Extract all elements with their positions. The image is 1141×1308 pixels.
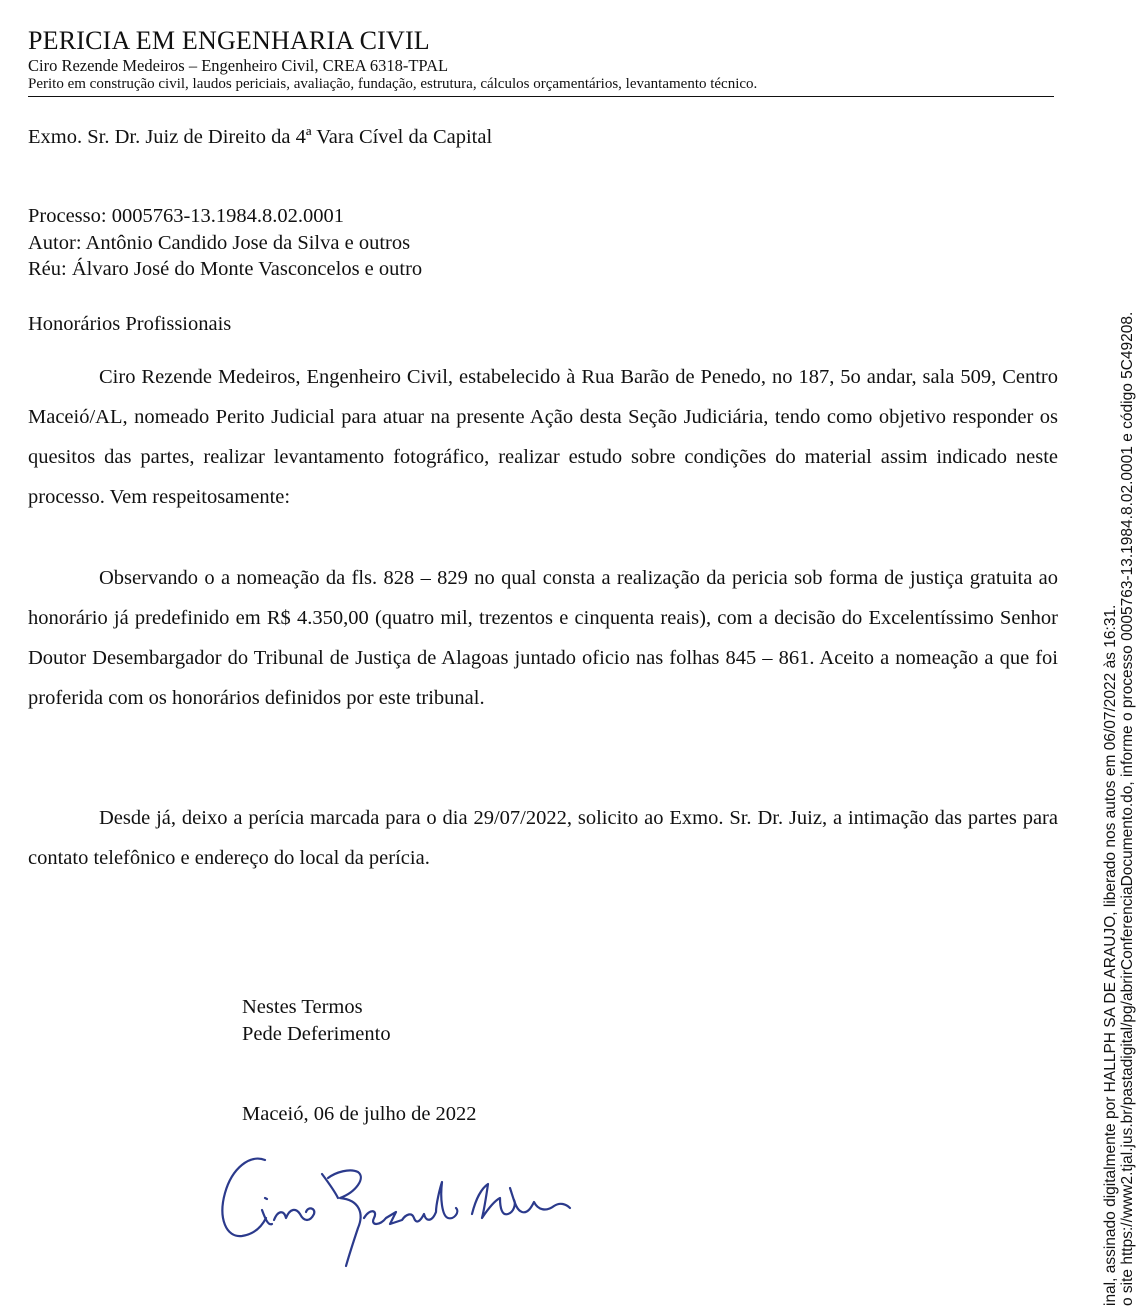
process-number: Processo: 0005763-13.1984.8.02.0001 [28, 205, 345, 227]
digital-signature-note [1102, 176, 1136, 1306]
side-note-line-2: o site https://www2.tjal.jus.br/pastadigital/pg/abrirConferenciaDocumento.do, informe o processo 0005763-13.1984.8.02.0001 e código 5C49208. [1119, 311, 1136, 1306]
paragraph-appointment: Ciro Rezende Medeiros, Engenheiro Civil, estabelecido à Rua Barão de Penedo, no 187, 5o andar, sala 509, Centro Maceió/AL, nomeado Perito Judicial para atuar na presente Ação desta Seção Judiciária, tendo como objetivo responder os quesitos das partes, realizar levantamento fotográfico, realizar estudo sobre condições do material assim indicado neste processo. Vem respeitosamente: [28, 366, 1058, 508]
side-note-line-1: inal, assinado digitalmente por HALLPH SA DE ARAUJO, liberado nos autos em 06/07/2022 às 16:31. [1102, 604, 1119, 1306]
case-info [28, 203, 1058, 283]
salutation: Exmo. Sr. Dr. Juiz de Direito da 4ª Vara Cível da Capital [28, 126, 493, 148]
closing [242, 994, 391, 1047]
signature-strokes [222, 1159, 570, 1266]
plaintiff: Autor: Antônio Candido Jose da Silva e outros [28, 231, 411, 254]
subject-line: Honorários Profissionais [28, 313, 232, 335]
letterhead [28, 26, 1054, 97]
defendant: Réu: Álvaro José do Monte Vasconcelos e outro [28, 258, 423, 280]
place-date: Maceió, 06 de julho de 2022 [242, 1103, 477, 1125]
letterhead-title: PERICIA EM ENGENHARIA CIVIL [28, 26, 430, 55]
letterhead-description: Perito em construção civil, laudos periciais, avaliação, fundação, estrutura, cálculos orçamentários, levantamento técnico. [28, 76, 758, 92]
closing-line-1: Nestes Termos [242, 996, 363, 1018]
paragraph-fees: Observando o a nomeação da fls. 828 – 829 no qual consta a realização da pericia sob forma de justiça gratuita ao honorário já predefinido em R$ 4.350,00 (quatro mil, trezentos e cinquenta reais), com a decisão do Excelentíssimo Senhor Doutor Desembargador do Tribunal de Justiça de Alagoas juntado oficio nas folhas 845 – 861. Aceito a nomeação a que foi proferida com os honorários definidos por este tribunal. [28, 567, 1058, 709]
letterhead-subtitle: Ciro Rezende Medeiros – Engenheiro Civil, CREA 6318-TPAL [28, 56, 449, 75]
closing-line-2: Pede Deferimento [242, 1022, 391, 1045]
paragraph-schedule: Desde já, deixo a perícia marcada para o dia 29/07/2022, solicito ao Exmo. Sr. Dr. Juiz, a intimação das partes para contato telefônico e endereço do local da perícia. [28, 807, 1058, 869]
signature [210, 1148, 580, 1273]
